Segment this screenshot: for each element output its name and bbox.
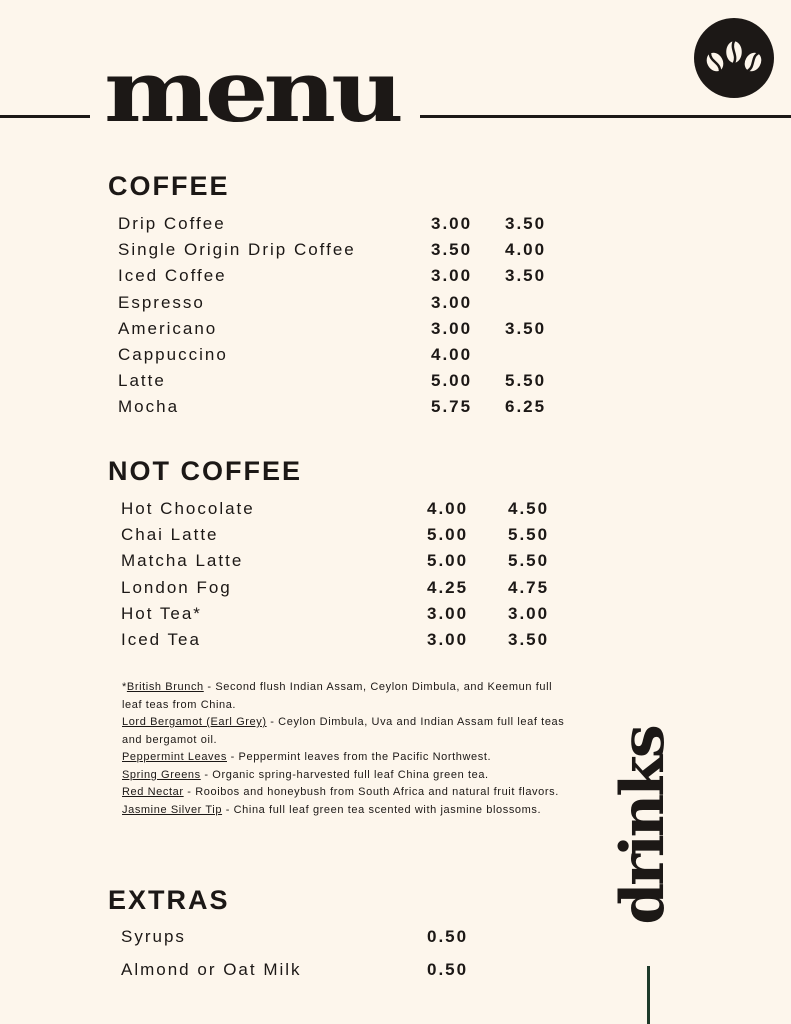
item-price-large: 5.50 [508, 525, 550, 545]
tea-note [122, 679, 572, 714]
item-name: Iced Tea [121, 630, 201, 649]
item-name: Chai Latte [121, 525, 219, 545]
item-name: Hot Tea* [121, 603, 202, 623]
item-price-large: 4.50 [508, 499, 550, 518]
item-price: 5.75 [431, 397, 473, 417]
accent-line [647, 966, 650, 1024]
item-price: 0.50 [427, 960, 469, 979]
menu-item [118, 369, 578, 393]
menu-item [121, 523, 581, 547]
item-price: 0.50 [427, 927, 469, 946]
item-price: 3.00 [431, 266, 473, 286]
item-price-large: 3.50 [508, 630, 550, 649]
menu-item [121, 497, 581, 521]
item-price: 3.00 [427, 603, 469, 623]
item-name: Almond or Oat Milk [121, 960, 302, 979]
item-price: 3.00 [431, 292, 473, 312]
item-name: Matcha Latte [121, 551, 244, 571]
tea-name: Lord Bergamot (Earl Grey) [122, 716, 267, 728]
item-name: Single Origin Drip Coffee [118, 240, 356, 260]
item-name: Cappuccino [118, 345, 228, 364]
section-title-not-coffee: NOT COFFEE [108, 456, 302, 486]
drinks-side-label: drinks [608, 727, 678, 925]
menu-item [118, 317, 578, 341]
menu-item [118, 264, 578, 288]
tea-name: British Brunch [126, 681, 204, 693]
tea-description: - China full leaf green tea scented with jasmine blossoms. [222, 803, 542, 816]
item-price-large: 3.00 [508, 603, 550, 623]
item-name: Americano [118, 318, 218, 338]
tea-note [122, 784, 572, 802]
item-name: London Fog [121, 577, 232, 597]
tea-name: Spring Greens [122, 768, 201, 781]
menu-item [118, 212, 578, 236]
item-name: Mocha [118, 397, 180, 417]
menu-item [121, 958, 581, 982]
menu-item [118, 395, 578, 419]
menu-item [118, 238, 578, 262]
item-price-large: 3.50 [505, 214, 547, 233]
tea-name: Peppermint Leaves [122, 751, 227, 763]
menu-item [121, 549, 581, 573]
section-title-extras: EXTRAS [108, 885, 230, 915]
tea-notes [122, 679, 572, 819]
item-price-large: 4.75 [508, 577, 550, 597]
item-price-large: 3.50 [505, 318, 547, 338]
tea-note [122, 714, 572, 749]
item-name: Syrups [121, 927, 186, 946]
section-title-coffee: COFFEE [108, 171, 230, 201]
item-price: 3.00 [431, 318, 473, 338]
menu-item [118, 291, 578, 315]
menu-item [121, 925, 581, 949]
item-name: Iced Coffee [118, 266, 227, 286]
tea-note [122, 802, 572, 820]
item-name: Latte [118, 371, 166, 391]
menu-title: menu [104, 40, 399, 142]
tea-note [122, 749, 572, 767]
tea-description: - Rooibos and honeybush from South Africa and natural fruit flavors. [183, 786, 559, 798]
tea-name: Jasmine Silver Tip [122, 803, 223, 816]
menu-item [121, 628, 581, 652]
item-price: 5.00 [427, 525, 469, 545]
item-price: 4.25 [427, 577, 469, 597]
tea-description: - Ceylon Dimbula, Uva and Indian Assam full leaf teas and bergamot oil. [122, 716, 565, 746]
tea-name: Red Nectar [122, 786, 184, 798]
item-name: Drip Coffee [118, 214, 226, 233]
item-price: 3.00 [427, 630, 469, 649]
tea-note-prefix: * [122, 681, 127, 693]
item-price: 4.00 [431, 345, 473, 364]
menu-item [121, 602, 581, 626]
item-price: 3.00 [431, 214, 473, 233]
item-price-large: 4.00 [505, 240, 547, 260]
tea-description: - Second flush Indian Assam, Ceylon Dimbula, and Keemun full leaf teas from China. [122, 681, 553, 711]
item-price: 5.00 [431, 371, 473, 391]
tea-description: - Peppermint leaves from the Pacific Northwest. [226, 751, 492, 763]
item-price-large: 5.50 [508, 551, 550, 571]
item-name: Espresso [118, 292, 205, 312]
item-price-large: 3.50 [505, 266, 547, 286]
item-price-large: 6.25 [505, 397, 547, 417]
item-price-large: 5.50 [505, 371, 547, 391]
tea-description: - Organic spring-harvested full leaf China green tea. [200, 768, 489, 781]
header-rule-right [420, 115, 791, 118]
item-name: Hot Chocolate [121, 499, 255, 518]
item-price: 3.50 [431, 240, 473, 260]
tea-note [122, 767, 572, 785]
item-price: 5.00 [427, 551, 469, 571]
header-rule-left [0, 115, 90, 118]
coffee-beans-icon [694, 18, 774, 98]
item-price: 4.00 [427, 499, 469, 518]
menu-item [118, 343, 578, 367]
menu-item [121, 576, 581, 600]
